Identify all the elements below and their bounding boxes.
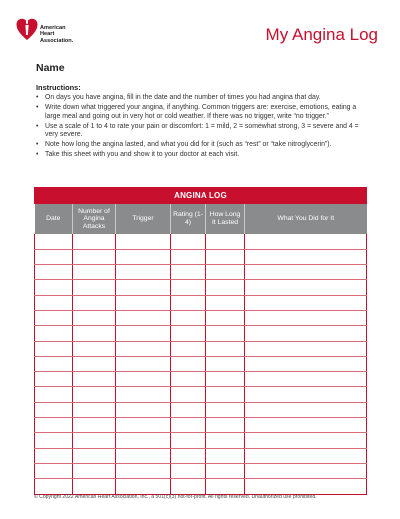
log-title: ANGINA LOG [34,187,367,204]
page-title: My Angina Log [265,25,378,44]
log-cell[interactable] [206,372,245,387]
log-cell[interactable] [73,356,116,371]
col-rating: Rating (1-4) [171,204,206,234]
heart-torch-icon [16,16,38,42]
log-cell[interactable] [206,280,245,295]
log-cell[interactable] [35,341,73,356]
log-cell[interactable] [116,402,171,417]
log-cell[interactable] [206,234,245,249]
log-cell[interactable] [171,356,206,371]
log-cell[interactable] [73,280,116,295]
log-cell[interactable] [35,372,73,387]
log-cell[interactable] [116,479,171,494]
log-row [35,448,367,463]
log-cell[interactable] [116,418,171,433]
log-cell[interactable] [171,341,206,356]
instructions-list [36,94,366,159]
instructions-heading: Instructions: [36,83,81,92]
aha-logo [16,14,106,52]
copyright-footer: © Copyright 2022 American Heart Association, Inc., a 501(c)(3) not-for-profit. All rights reserved. Unauthorized use prohibited. [34,494,317,500]
log-cell[interactable] [171,234,206,249]
log-row [35,479,367,494]
log-row [35,249,367,264]
log-cell[interactable] [245,479,367,494]
log-cell[interactable] [206,418,245,433]
log-cell[interactable] [35,326,73,341]
log-row [35,402,367,417]
log-cell[interactable] [73,234,116,249]
log-cell[interactable] [206,402,245,417]
instruction-item: • Use a scale of 1 to 4 to rate your pain or discomfort: 1 = mild, 2 = somewhat strong, 3 = severe and 4 = very severe. [36,123,366,140]
log-cell[interactable] [206,479,245,494]
log-cell[interactable] [35,356,73,371]
log-cell[interactable] [171,402,206,417]
log-cell[interactable] [171,433,206,448]
angina-log-table [34,187,367,495]
log-row [35,372,367,387]
log-cell[interactable] [73,387,116,402]
log-cell[interactable] [116,295,171,310]
log-cell[interactable] [171,265,206,280]
log-cell[interactable] [245,265,367,280]
log-cell[interactable] [35,310,73,325]
log-cell[interactable] [116,249,171,264]
log-cell[interactable] [171,463,206,478]
col-attacks: Number of Angina Attacks [73,204,116,234]
log-row [35,463,367,478]
log-cell[interactable] [171,249,206,264]
log-cell[interactable] [206,448,245,463]
log-row [35,326,367,341]
log-cell[interactable] [245,356,367,371]
col-duration: How Long It Lasted [206,204,245,234]
log-cell[interactable] [35,295,73,310]
log-cell[interactable] [171,448,206,463]
log-cell[interactable] [73,265,116,280]
log-cell[interactable] [206,326,245,341]
log-cell[interactable] [245,249,367,264]
log-cell[interactable] [245,234,367,249]
log-cell[interactable] [116,265,171,280]
log-cell[interactable] [73,479,116,494]
log-cell[interactable] [35,265,73,280]
log-row [35,341,367,356]
instructions [36,84,366,161]
log-cell[interactable] [206,387,245,402]
log-cell[interactable] [73,372,116,387]
log-cell[interactable] [35,433,73,448]
log-row [35,265,367,280]
log-cell[interactable] [245,341,367,356]
log-cell[interactable] [116,280,171,295]
log-cell[interactable] [245,295,367,310]
log-cell[interactable] [245,372,367,387]
log-cell[interactable] [35,463,73,478]
log-row [35,295,367,310]
log-cell[interactable] [73,341,116,356]
log-cell[interactable] [73,295,116,310]
log-cell[interactable] [116,356,171,371]
log-cell[interactable] [116,448,171,463]
log-cell[interactable] [245,280,367,295]
log-cell[interactable] [35,418,73,433]
log-cell[interactable] [206,265,245,280]
log-cell[interactable] [245,448,367,463]
log-cell[interactable] [206,463,245,478]
log-cell[interactable] [116,387,171,402]
log-cell[interactable] [73,326,116,341]
log-cell[interactable] [171,418,206,433]
log-cell[interactable] [171,387,206,402]
log-row [35,433,367,448]
col-date: Date [35,204,73,234]
log-cell[interactable] [245,387,367,402]
log-cell[interactable] [171,280,206,295]
log-row [35,356,367,371]
log-cell[interactable] [73,418,116,433]
log-cell[interactable] [245,433,367,448]
col-trigger: Trigger [116,204,171,234]
log-cell[interactable] [116,341,171,356]
col-action: What You Did for It [245,204,367,234]
log-cell[interactable] [116,463,171,478]
log-cell[interactable] [73,448,116,463]
log-cell[interactable] [206,356,245,371]
log-cell[interactable] [206,295,245,310]
log-cell[interactable] [35,234,73,249]
instruction-item: • Write down what triggered your angina, if anything. Common triggers are: exercise, emotions, eating a large meal and going out in very hot or cold weather. If there was no trigger, write “no trigger.” [36,104,366,121]
log-cell[interactable] [35,479,73,494]
log-cell[interactable] [171,372,206,387]
log-cell[interactable] [35,387,73,402]
log-cell[interactable] [73,249,116,264]
log-cell[interactable] [245,326,367,341]
log-cell[interactable] [35,249,73,264]
log-cell[interactable] [73,310,116,325]
instruction-item: • Take this sheet with you and show it to your doctor at each visit. [36,151,366,159]
instruction-item: • Note how long the angina lasted, and what you did for it (such as “rest” or “take nitroglycerin”). [36,141,366,149]
logo-wordmark: American Heart Association. [40,25,74,44]
log-cell[interactable] [116,433,171,448]
log-cell[interactable] [245,402,367,417]
log-row [35,418,367,433]
log-cell[interactable] [206,341,245,356]
log-cell[interactable] [171,479,206,494]
log-cell[interactable] [245,310,367,325]
log-cell[interactable] [35,448,73,463]
log-row [35,310,367,325]
log-cell[interactable] [73,463,116,478]
log-cell[interactable] [116,310,171,325]
name-label: Name [36,62,65,74]
log-cell[interactable] [206,310,245,325]
log-cell[interactable] [116,326,171,341]
log-cell[interactable] [206,249,245,264]
log-cell[interactable] [245,418,367,433]
log-cell[interactable] [206,433,245,448]
log-cell[interactable] [245,463,367,478]
log-cell[interactable] [171,326,206,341]
log-cell[interactable] [35,402,73,417]
log-cell[interactable] [73,433,116,448]
log-cell[interactable] [35,280,73,295]
log-row [35,234,367,249]
log-row [35,280,367,295]
log-cell[interactable] [171,295,206,310]
log-cell[interactable] [116,372,171,387]
log-row [35,387,367,402]
log-cell[interactable] [116,234,171,249]
log-cell[interactable] [171,310,206,325]
instruction-item: • On days you have angina, fill in the date and the number of times you had angina that day. [36,94,366,102]
log-cell[interactable] [73,402,116,417]
